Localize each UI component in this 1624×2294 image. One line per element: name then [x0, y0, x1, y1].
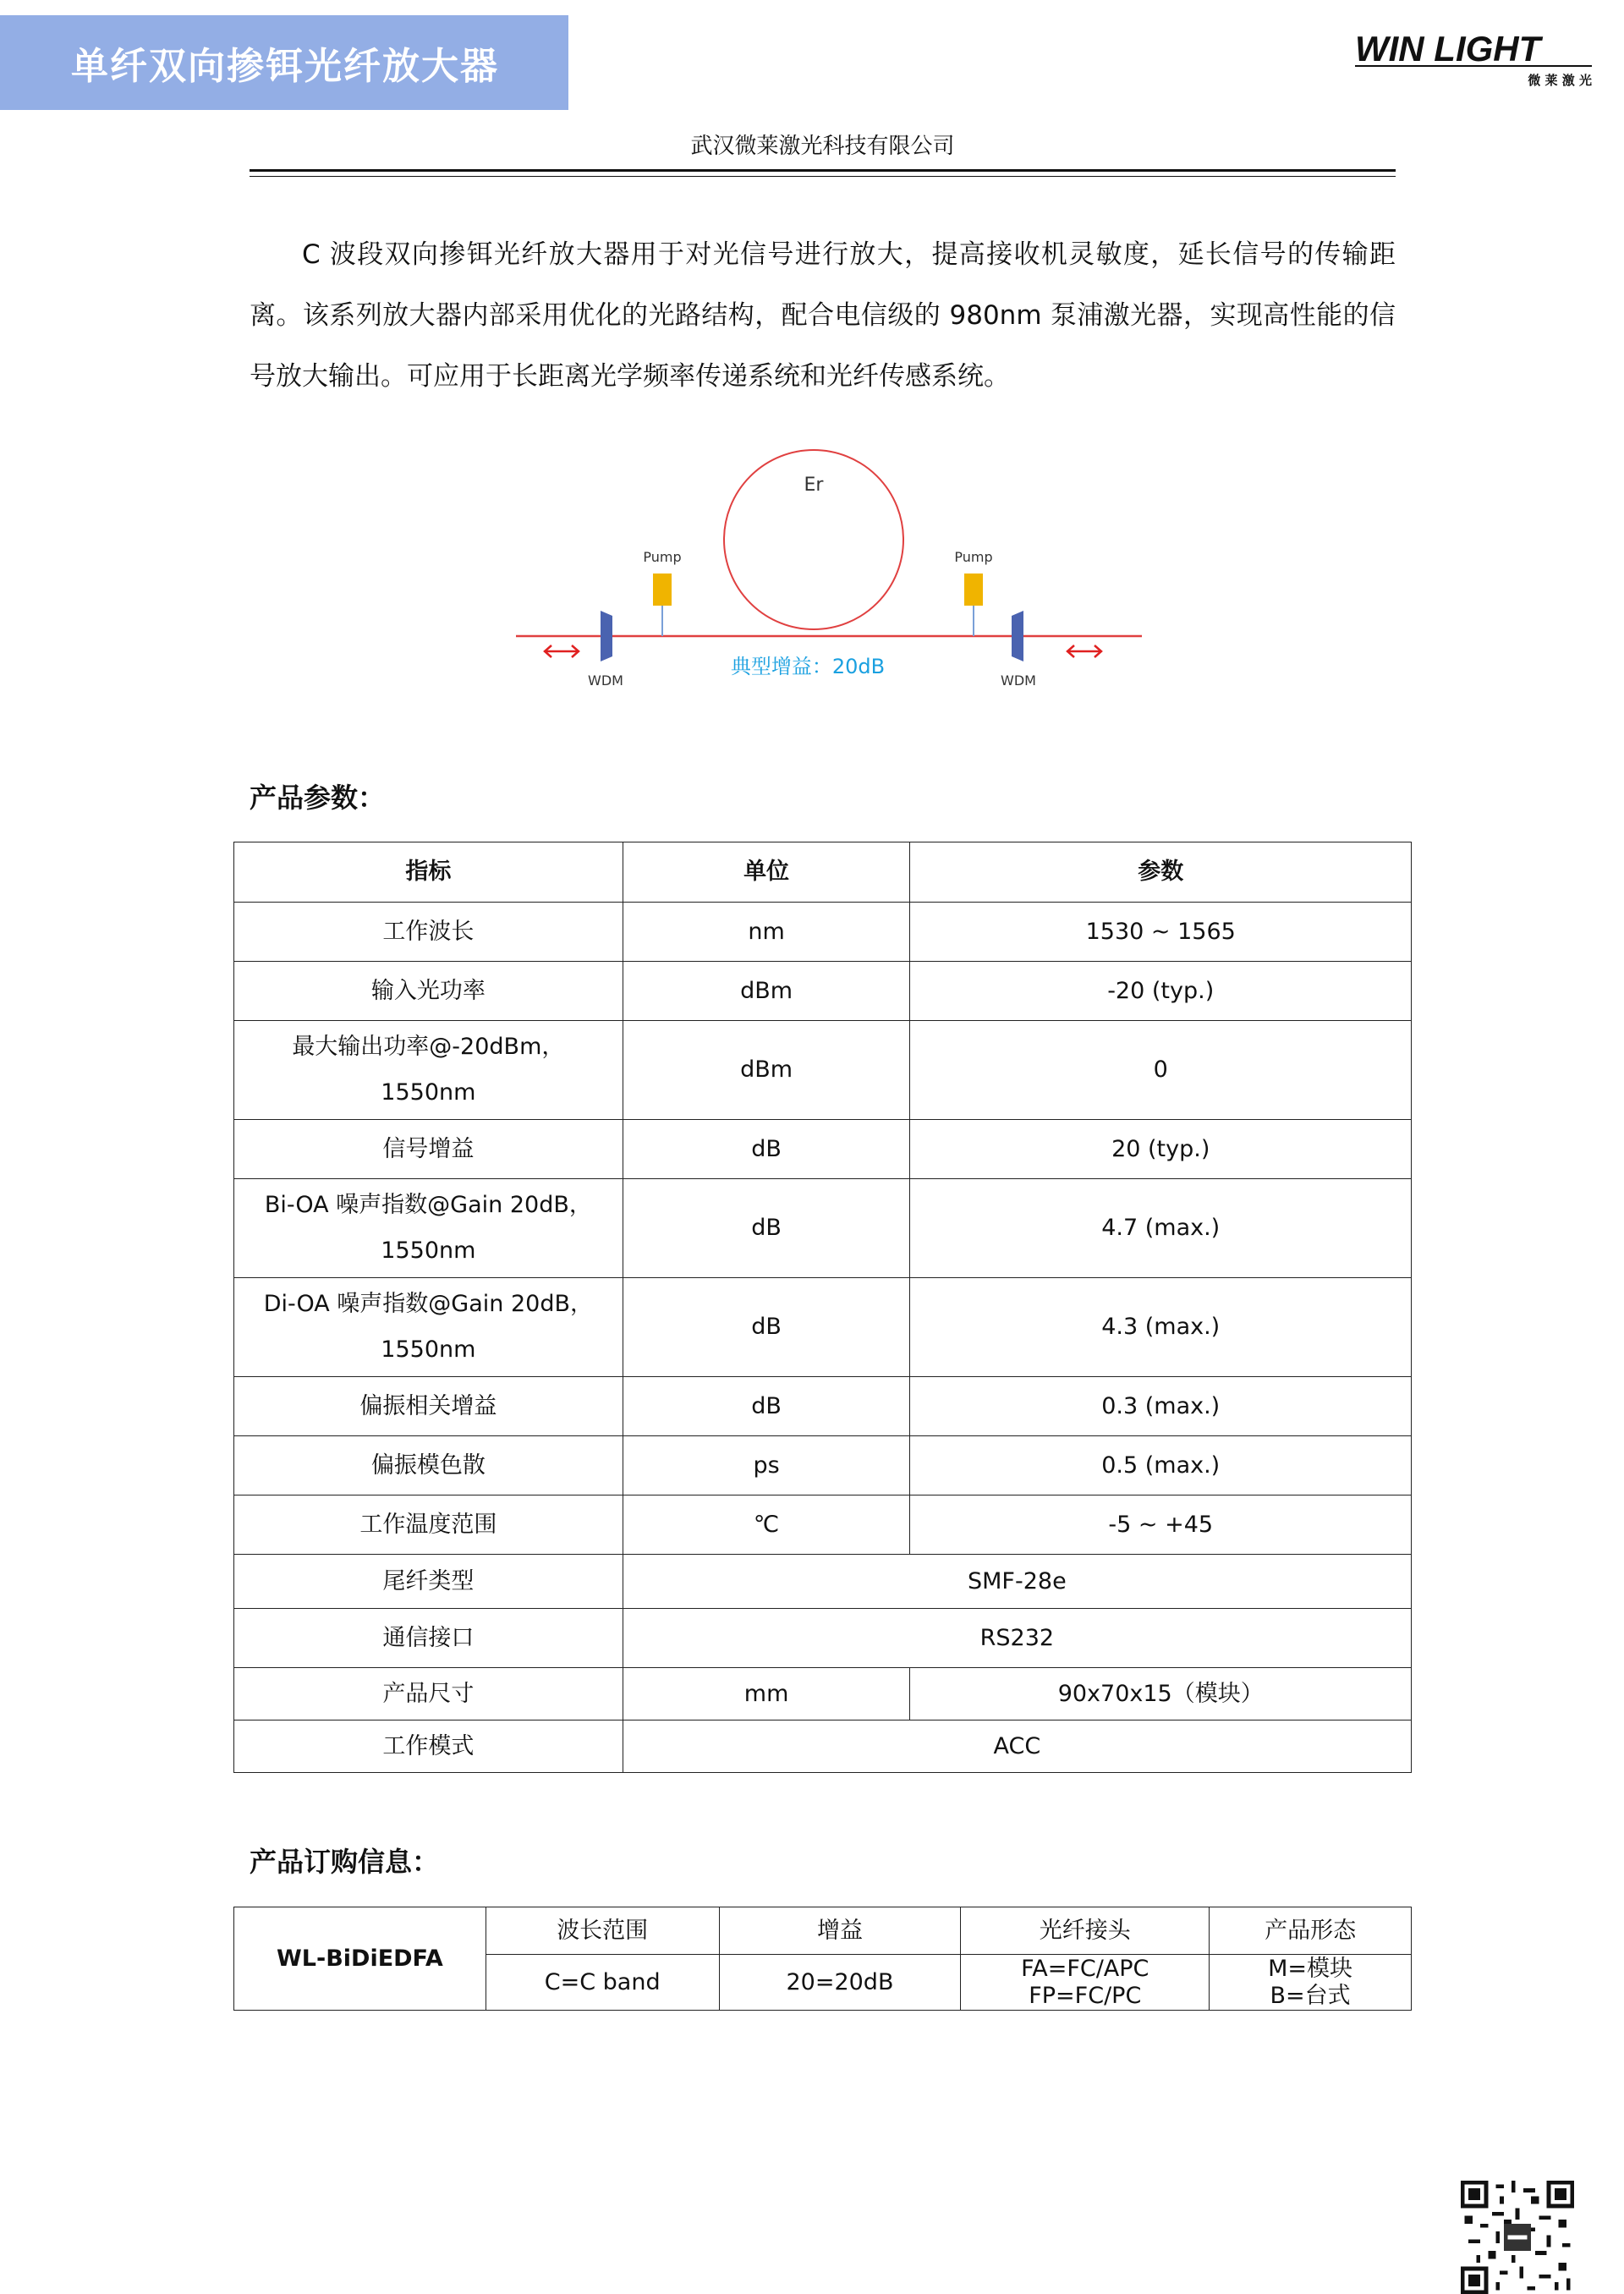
params-header-value: 参数 [910, 842, 1412, 903]
amplifier-diagram [508, 448, 1150, 719]
company-name: 武汉微莱激光科技有限公司 [690, 134, 955, 159]
ordering-wavelength: C=C band [486, 1955, 719, 2011]
table-row [234, 1377, 1412, 1436]
typical-gain-label: 典型增益：20dB [730, 655, 886, 678]
param-unit: dB [623, 1120, 910, 1179]
table-row [234, 1278, 1412, 1377]
ordering-section-title: 产品订购信息： [250, 1846, 440, 1878]
param-name [234, 1278, 623, 1377]
table-row [234, 1609, 1412, 1668]
intro-paragraph: C 波段双向掺铒光纤放大器用于对光信号进行放大，提高接收机灵敏度，延长信号的传输距离。该系列放大器内部采用优化的光路结构，配合电信级的 980nm 泵浦激光器，实现高性能的信号放大输出。可应用于长距离光学频率传递系统和光纤传感系统。 [250, 239, 1396, 392]
params-header-name: 指标 [234, 842, 623, 903]
header-rule-thick [250, 169, 1396, 172]
param-value: 0.5 (max.) [910, 1436, 1412, 1495]
form-option-2: B=台式 [1270, 1982, 1351, 2009]
param-value: 0 [910, 1021, 1412, 1120]
ordering-header-form: 产品形态 [1210, 1907, 1412, 1955]
ordering-table [233, 1907, 1412, 2011]
param-name: 工作温度范围 [234, 1495, 623, 1555]
param-unit: dB [623, 1179, 910, 1278]
pump-left-label: Pump [643, 549, 682, 565]
table-row [234, 1668, 1412, 1720]
connector-option-1: FA=FC/APC [1021, 1955, 1149, 1982]
param-unit: ps [623, 1436, 910, 1495]
param-value: 4.3 (max.) [910, 1278, 1412, 1377]
ordering-gain: 20=20dB [719, 1955, 961, 2011]
connector-option-2: FP=FC/PC [1029, 1982, 1142, 2009]
param-name [234, 1179, 623, 1278]
ordering-form [1210, 1955, 1412, 2011]
param-value: SMF-28e [623, 1555, 1411, 1609]
param-unit: dB [623, 1377, 910, 1436]
ordering-header-connector: 光纤接头 [961, 1907, 1210, 1955]
param-unit: nm [623, 903, 910, 962]
model-code: WL-BiDiEDFA [234, 1907, 486, 2011]
param-name: 偏振模色散 [234, 1436, 623, 1495]
wdm-right-label: WDM [1001, 672, 1036, 689]
wdm-left-label: WDM [588, 672, 623, 689]
param-unit: ℃ [623, 1495, 910, 1555]
param-value: -20 (typ.) [910, 962, 1412, 1021]
wdm-left [601, 611, 612, 661]
ordering-header-row [234, 1907, 1412, 1955]
erbium-label: Er [804, 475, 824, 496]
header-rule-thin [250, 176, 1396, 177]
param-value: 90x70x15（模块） [910, 1668, 1412, 1720]
arrow-right [1067, 645, 1101, 657]
pump-left [653, 574, 672, 606]
logo-text: WIN LIGHT [1355, 29, 1541, 69]
param-value: 0.3 (max.) [910, 1377, 1412, 1436]
table-row [234, 1021, 1412, 1120]
ordering-header-wavelength: 波长范围 [486, 1907, 719, 1955]
param-name: 尾纤类型 [234, 1555, 623, 1609]
param-name-line1: Di-OA 噪声指数@Gain 20dB， [263, 1291, 593, 1317]
param-name-line1: Bi-OA 噪声指数@Gain 20dB， [264, 1192, 592, 1218]
table-row [234, 1720, 1412, 1773]
param-value: 1530 ~ 1565 [910, 903, 1412, 962]
params-header-unit: 单位 [623, 842, 910, 903]
arrow-left [545, 645, 579, 657]
company-logo [1353, 24, 1599, 91]
param-name: 通信接口 [234, 1609, 623, 1668]
ordering-header-gain: 增益 [719, 1907, 961, 1955]
param-name: 工作波长 [234, 903, 623, 962]
param-name: 工作模式 [234, 1720, 623, 1773]
table-row [234, 1120, 1412, 1179]
param-value: -5 ~ +45 [910, 1495, 1412, 1555]
param-name-line1: 最大输出功率@-20dBm， [292, 1034, 565, 1060]
ordering-connector [961, 1955, 1210, 2011]
table-row [234, 1179, 1412, 1278]
wdm-right [1012, 611, 1023, 661]
param-value: RS232 [623, 1609, 1411, 1668]
param-name-line2: 1550nm [381, 1336, 476, 1363]
pump-right-label: Pump [954, 549, 993, 565]
param-name: 信号增益 [234, 1120, 623, 1179]
table-row [234, 1555, 1412, 1609]
param-name-line2: 1550nm [381, 1238, 476, 1264]
form-option-1: M=模块 [1268, 1955, 1353, 1982]
table-row [234, 903, 1412, 962]
page-title-banner [0, 15, 568, 110]
param-name [234, 1021, 623, 1120]
param-name: 产品尺寸 [234, 1668, 623, 1720]
param-name-line2: 1550nm [381, 1079, 476, 1106]
table-row [234, 1495, 1412, 1555]
params-section-title: 产品参数： [250, 782, 386, 814]
param-unit: mm [623, 1668, 910, 1720]
params-header-row [234, 842, 1412, 903]
pump-right [964, 574, 983, 606]
param-unit: dB [623, 1278, 910, 1377]
params-table [233, 842, 1412, 1773]
qr-code [1461, 2181, 1574, 2294]
param-value: 4.7 (max.) [910, 1179, 1412, 1278]
param-unit: dBm [623, 962, 910, 1021]
table-row [234, 962, 1412, 1021]
param-value: ACC [623, 1720, 1411, 1773]
param-name: 偏振相关增益 [234, 1377, 623, 1436]
param-name: 输入光功率 [234, 962, 623, 1021]
page-title: 单纤双向掺铒光纤放大器 [71, 45, 499, 88]
param-value: 20 (typ.) [910, 1120, 1412, 1179]
logo-subtext: 微 莱 激 光 [1528, 73, 1592, 88]
param-unit: dBm [623, 1021, 910, 1120]
table-row [234, 1436, 1412, 1495]
